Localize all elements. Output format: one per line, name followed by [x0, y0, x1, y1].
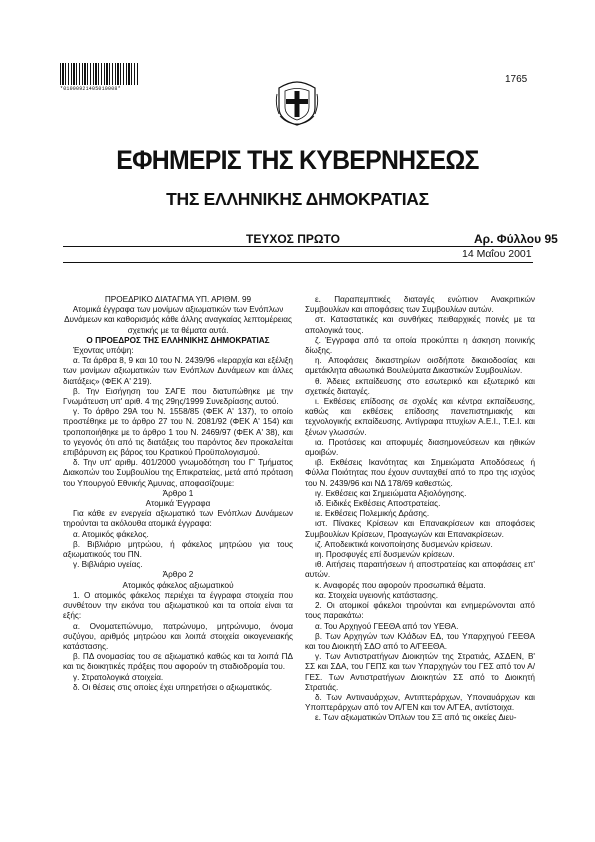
paragraph: γ. Των Αντιστρατήγων Διοικητών της Στρατιάς, ΑΣΔΕΝ, Β' ΣΣ και ΣΔΑ, του ΓΕΠΣ και των Υπαρχηγών του ΓΕΣ από τον Α/ΓΕΣ. Των Αντιστρατήγων Διοικητών ΣΣ από το Διοικητή Στρατιάς. [305, 652, 535, 692]
paragraph: ιβ. Εκθέσεις Ικανότητας και Σημειώματα Αποδόσεως ή Φύλλα Ποιότητας που έχουν συνταχθεί από το προ της ισχύος του Ν. 2439/96 και ΝΔ 178/69 καθεστώς. [305, 458, 535, 488]
paragraph: ια. Προτάσεις και αποφυμές διασημονεύσεων και ηθικών αμοιβών. [305, 437, 535, 458]
paragraph: ε. Παραπεμπτικές διαταγές ενώπιον Ανακριτικών Συμβουλίων και αποφάσεις των Συμβουλίων αυτών. [305, 295, 535, 315]
paragraph: ΠΡΟΕΔΡΙΚΟ ΔΙΑΤΑΓΜΑ ΥΠ. ΑΡΙΘΜ. 99 [104, 295, 252, 304]
left-column [63, 295, 293, 693]
paragraph: ιστ. Πίνακες Κρίσεων και Επανακρίσεων και αποφάσεις Συμβουλίων Κρίσεων, Προαγωγών και Επανακρίσεων. [305, 519, 535, 539]
paragraph: α. Του Αρχηγού ΓΕΕΘΑ από τον ΥΕΘΑ. [315, 621, 459, 631]
paragraph: Έχοντας υπόψη: [73, 346, 134, 356]
paragraph: ιγ. Εκθέσεις και Σημειώματα Αξιολόγησης. [315, 488, 467, 498]
paragraph: ιε. Εκθέσεις Πολεμικής Δράσης. [315, 509, 430, 519]
gazette-title: ΕΦΗΜΕΡΙΣ ΤΗΣ ΚΥΒΕΡΝΗΣΕΩΣ [116, 145, 479, 175]
right-column [305, 295, 535, 724]
barcode [60, 63, 138, 93]
paragraph: Ατομικά έγγραφα των μονίμων αξιωματικών των Ενόπλων Δυνάμεων και καθορισμός κάθε άλλης αναγκαίας λεπτομέρειας σχετικής με τα θέματα αυτά. [64, 305, 292, 335]
paragraph: β. Των Αρχηγών των Κλάδων ΕΔ, του Υπαρχηγού ΓΕΕΘΑ και του Διοικητή ΣΔΟ από το Α/ΓΕΕΘΑ. [305, 631, 535, 651]
barcode-bars [60, 63, 138, 85]
paragraph: ιδ. Ειδικές Εκθέσεις Αποστρατείας. [315, 499, 441, 509]
issue-number: Αρ. Φύλλου 95 [474, 232, 558, 246]
paragraph: δ. Την υπ' αριθμ. 401/2000 γνωμοδότηση του Γ' Τμήματος Διακοπών του Συμβουλίου της Επικρατείας, μετά από πρόταση του Υπουργού Εθνικής Άμυνας, αποφασίζουμε: [63, 458, 293, 488]
paragraph: θ. Άδειες εκπαίδευσης στο εσωτερικό και εξωτερικό και σχετικές διαταγές. [305, 376, 535, 396]
paragraph: η. Αποφάσεις δικαστηρίων οισδήποτε δικαιοδοσίας και αμετάκλητα αθωωτικά Βουλεύματα Δικαστικών Συμβουλίων. [305, 356, 535, 376]
paragraph: Ο ΠΡΟΕΔΡΟΣ ΤΗΣ ΕΛΛΗΝΙΚΗΣ ΔΗΜΟΚΡΑΤΙΑΣ [86, 335, 270, 345]
paragraph: ιζ. Αποδεικτικά κοινοποίησης δυσμενών κρίσεων. [315, 539, 493, 549]
paragraph: κα. Στοιχεία υγειονής κατάστασης. [315, 590, 438, 600]
gazette-subtitle: ΤΗΣ ΕΛΛΗΝΙΚΗΣ ΔΗΜΟΚΡΑΤΙΑΣ [166, 189, 429, 209]
paragraph: 2. Οι ατομικοί φάκελοι τηρούνται και ενημερώνονται από τους παρακάτω: [305, 601, 535, 621]
paragraph: α. Τα άρθρα 8, 9 και 10 του Ν. 2439/96 «Ιεραρχία και εξέλιξη των μονίμων αξιωματικών των Ενόπλων Δυνάμεων και άλλες διατάξεις» (ΦΕΚ Α' 219). [63, 356, 293, 386]
issue-series: ΤΕΥΧΟΣ ΠΡΩΤΟ [246, 232, 340, 246]
paragraph: β. ΠΔ ονομασίας του σε αξιωματικό καθώς και τα λοιπά ΠΔ και τις διοικητικές πράξεις που αφορούν τη σταδιοδρομία του. [63, 652, 293, 672]
paragraph: β. Βιβλιάριο μητρώου, ή φάκελος μητρώου για τους αξιωματικούς του ΠΝ. [63, 539, 293, 560]
paragraph: α. Ατομικός φάκελος. [73, 529, 149, 539]
paragraph: ε. Των αξιωματικών Όπλων του ΣΞ από τις οικείες Διευ- [315, 713, 517, 723]
paragraph: Άρθρο 2 [162, 570, 194, 580]
paragraph: ιη. Προσφυγές επί δυσμενών κρίσεων. [315, 550, 455, 560]
paragraph: β. Την Εισήγηση του ΣΑΓΕ που διατυπώθηκε με την Γνωμάτευση υπ' αριθ. 4 της 29ης/1999 Συνεδρίασης αυτού. [63, 386, 293, 407]
barcode-number: *01000921405010008* [60, 86, 121, 92]
paragraph: δ. Των Αντιναυάρχων, Αντιπτεράρχων, Υποναυάρχων και Υποπτεράρχων από τον Α/ΓΕΝ και τον Α/ΓΕΑ, αντίστοιχα. [305, 692, 535, 713]
paragraph: ιθ. Αιτήσεις παραιτήσεων ή αποστρατείας και αποφάσεις επ' αυτών. [305, 560, 535, 580]
paragraph: ι. Εκθέσεις επίδοσης σε σχολές και κέντρα εκπαίδευσης, καθώς και εκθέσεις επίδοσης πανεπιστημιακής και τεχνολογικής εκπαίδευσης. Αντίγραφα πτυχίων Α.Ε.Ι., Τ.Ε.Ι. και ξένων γλωσσών. [305, 397, 535, 437]
page-number: 1765 [505, 74, 528, 85]
header-rule-bottom [63, 262, 533, 263]
paragraph: 1. Ο ατομικός φάκελος περιέχει τα έγγραφα στοιχεία που συνθέτουν την εικόνα του αξιωματικού και τα οποία είναι τα εξής: [63, 590, 293, 621]
paragraph: γ. Το άρθρο 29Α του Ν. 1558/85 (ΦΕΚ Α' 137), το οποίο προστέθηκε με το άρθρο 27 του Ν. 2081/92 (ΦΕΚ Α' 154) και τροποποιήθηκε με το άρθρο 1 του Ν. 2469/97 (ΦΕΚ Α' 38), και το γεγονός ότι από τις διατάξεις του παρόντος δεν προκαλείται επιβάρυνση εις βάρος του Κρατικού Προϋπολογισμού. [63, 407, 293, 458]
paragraph: ζ. Έγγραφα από τα οποία προκύπτει η άσκηση ποινικής δίωξης. [305, 335, 535, 356]
paragraph: δ. Οι θέσεις στις οποίες έχει υπηρετήσει ο αξιωματικός. [73, 682, 273, 692]
header-rule [63, 246, 533, 247]
paragraph: Άρθρο 1 [162, 488, 194, 498]
paragraph: γ. Βιβλιάριο υγείας. [73, 560, 143, 570]
paragraph: Για κάθε εν ενεργεία αξιωματικό των Ενόπλων Δυνάμεων τηρούνται τα ακόλουθα ατομικά έγγραφα: [63, 509, 293, 529]
paragraph: στ. Καταστατικές και συνθήκες πειθαρχικές ποινές με τα απολογικά τους. [305, 315, 535, 335]
paragraph: Ατομικός φάκελος αξιωματικού [122, 580, 234, 590]
paragraph: Ατομικά Έγγραφα [145, 499, 211, 509]
paragraph: α. Ονοματεπώνυμο, πατρώνυμο, μητρώνυμο, όνομα συζύγου, αριθμός μητρώου και λοιπά στοιχεία οικογενειακής κατάστασης. [63, 621, 293, 651]
paragraph: γ. Στρατολογικά στοιχεία. [73, 672, 164, 682]
paragraph: κ. Αναφορές που αφορούν προσωπικά θέματα. [315, 580, 486, 590]
issue-date: 14 Μαΐου 2001 [462, 248, 532, 260]
coat-of-arms-emblem [275, 80, 319, 126]
